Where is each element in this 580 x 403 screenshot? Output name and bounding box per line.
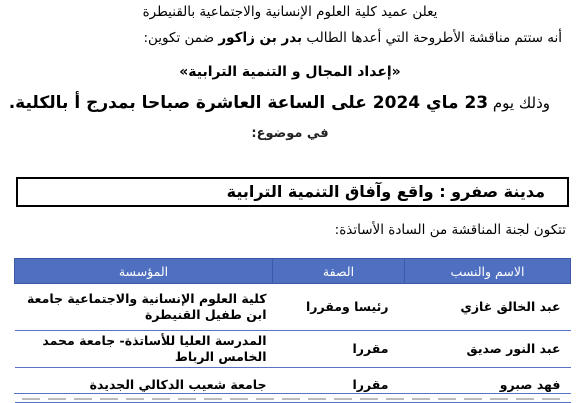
defense-intro-pre: أنه ستتم مناقشة الأطروحة التي أعدها الطالب — [302, 30, 562, 46]
date-line-pre: وذلك يوم — [488, 94, 550, 112]
defense-intro — [20, 30, 580, 46]
defense-date-line — [8, 93, 580, 113]
thesis-subject-box — [16, 177, 569, 207]
thesis-subject: مدينة صفرو : واقع وآفاق التنمية الترابية — [226, 182, 545, 201]
member-institution: كلية العلوم الإنسانية والاجتماعية جامعة ابن طفيل القنيطرة — [15, 284, 273, 331]
student-name: بدر بن زاكور — [218, 30, 303, 46]
table-row — [15, 284, 571, 331]
defense-intro-post: ضمن تكوين: — [143, 30, 219, 46]
header-name: الاسم والنسب — [405, 259, 571, 284]
header-role: الصفة — [273, 259, 405, 284]
member-institution: جامعة شعيب الدكالي الجديدة — [15, 368, 273, 403]
member-name: عبد النور صديق — [405, 331, 571, 368]
date-line-post: على الساعة العاشرة صباحا بمدرج أ بالكلية. — [8, 93, 373, 113]
header-institution: المؤسسة — [15, 259, 273, 284]
jury-table — [14, 258, 571, 403]
dean-announcement: يعلن عميد كلية العلوم الإنسانية والاجتماعية بالقنيطرة — [142, 4, 438, 20]
member-name: عبد الخالق غازي — [405, 284, 571, 331]
member-role: مقررا — [273, 368, 405, 403]
subject-label: في موضوع: — [251, 126, 329, 141]
member-institution: المدرسة العليا للأساتذة- جامعة محمد الخامس الرباط — [15, 331, 273, 368]
program-title: «إعداد المجال و التنمية الترابية» — [179, 64, 401, 80]
member-name: فهد صبرو — [405, 368, 571, 403]
member-role: رئيسا ومقررا — [273, 284, 405, 331]
defense-date: 23 ماي 2024 — [372, 93, 489, 113]
jury-intro: تتكون لجنة المناقشة من السادة الأساتذة: — [334, 222, 566, 238]
member-role: مقررا — [273, 331, 405, 368]
table-row — [15, 331, 571, 368]
jury-header-row — [15, 259, 571, 284]
